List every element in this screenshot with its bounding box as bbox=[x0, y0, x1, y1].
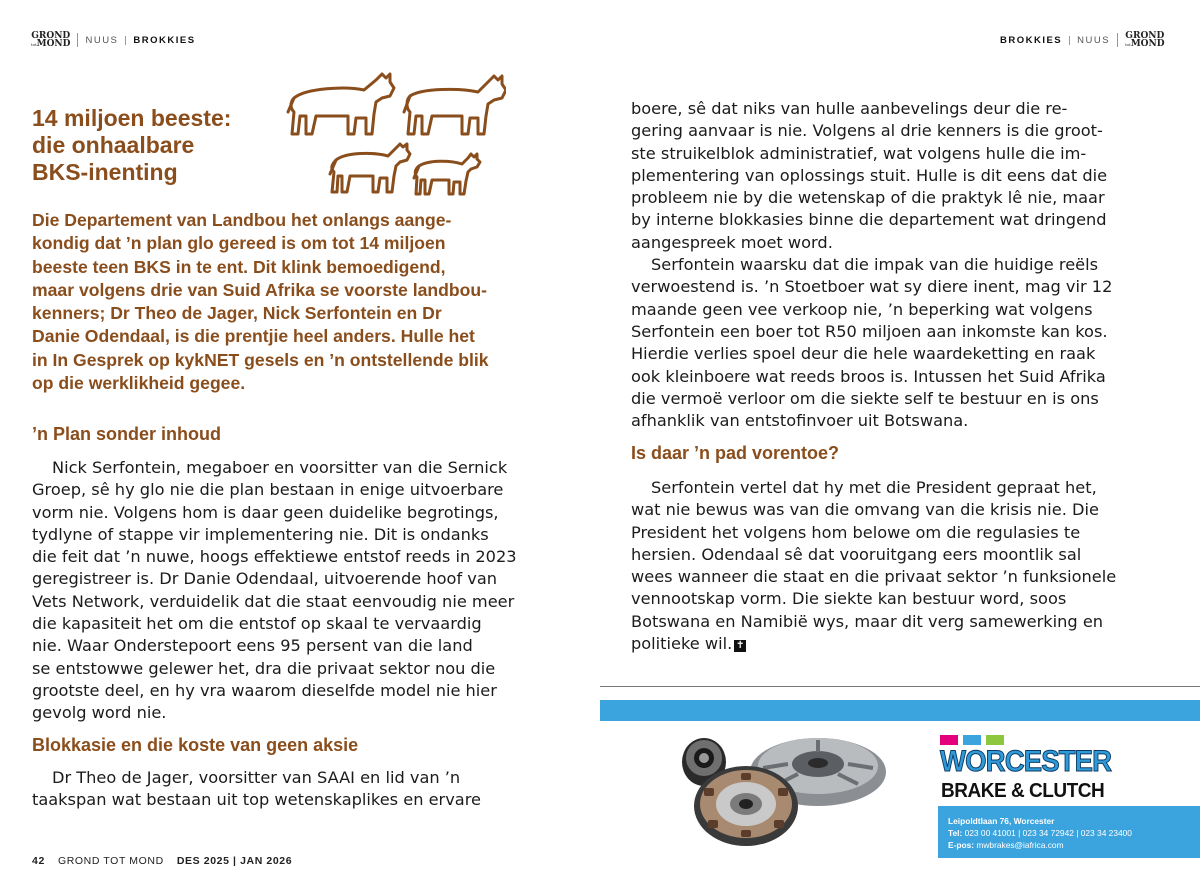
section-body: Serfontein vertel dat hy met die President gepraat het, wat nie bewus was van die omvang van die krisis nie. Die President het volgens hom belowe om die regulasies te hersien. Odendaal sê dat vooruitgang eers moontlik sal wees wanneer die staat en die privaat sektor ’n funksionele vennootskap vorm. Die siekte kan bestuur word, soos Botswana en Namibië wys, maar dit verg samewerking en politieke wil. ✝ bbox=[631, 478, 1117, 654]
end-mark-icon: ✝ bbox=[736, 640, 745, 652]
ad-band bbox=[600, 700, 1200, 721]
footer-magazine: GROND TOT MOND bbox=[57, 855, 164, 867]
header-right bbox=[1000, 30, 1165, 50]
brand-square-magenta bbox=[940, 735, 958, 745]
footer-issue: DES 2025 | JAN 2026 bbox=[176, 855, 293, 867]
header-separator bbox=[1069, 36, 1070, 45]
header-brokkies: BROKKIES bbox=[1000, 34, 1063, 46]
ad-email[interactable]: mwbrakes@iafrica.com bbox=[976, 840, 1064, 850]
header-left bbox=[31, 30, 196, 50]
cow-icon bbox=[330, 144, 410, 192]
page-number: 42 bbox=[32, 855, 45, 867]
section-heading: Is daar ’n pad vorentoe? bbox=[631, 443, 840, 463]
section-heading: Blokkasie en die koste van geen aksie bbox=[32, 735, 359, 755]
ad-phone: 023 00 41001 | 023 34 72942 | 023 34 23400 bbox=[964, 828, 1132, 838]
header-separator bbox=[125, 36, 126, 45]
cattle-illustration bbox=[286, 68, 506, 200]
header-separator bbox=[1117, 33, 1118, 47]
section-body: Nick Serfontein, megaboer en voorsitter van die Sernick Groep, sê hy glo nie die plan bestaan in enige uitvoerbare vorm nie. Volgens hom is daar geen duidelike begrotings, tydlyne of stappe vir implementering nie. Dit is ondanks die feit dat ’n nuwe, hoogs effektiewe entstof reeds in 2023 geregistreer is. Dr Danie Odendaal, uitvoerende hoof van Vets Network, verduidelik dat die staat eenvoudig nie meer die kapasiteit het om die entstof op skaal te vervaardig nie. Waar Onderstepoort eens 95 persent van die land se entstowwe gelewer het, dra die privaat sektor nou die grootste deel, en hy vra waarom dieselfde model nie hier gevolg word nie. bbox=[32, 458, 517, 723]
article-intro: Die Departement van Landbou het onlangs aange- kondig dat ’n plan glo gereed is om tot 14 miljoen beeste teen BKS in te ent. Dit klink bemoedigend, maar volgens drie van Suid Afrika se voorste landbou- kenners; Dr Theo de Jager, Nick Serfontein en Dr Danie Odendaal, is die prentjie heel anders. Hulle het in In Gesprek op kykNET gesels en ’n ontstellende blik op die werklikheid gegee. bbox=[32, 210, 489, 394]
cow-icon bbox=[288, 74, 394, 134]
section-heading: ’n Plan sonder inhoud bbox=[32, 424, 221, 444]
clutch-parts-image bbox=[668, 728, 930, 850]
right-column-body: boere, sê dat niks van hulle aanbevelings deur die re- gering aanvaar is nie. Volgens al drie kenners is die groot- ste struikelblok administratief, wat volgens hulle die im- plementering van oplossings stuit. Hulle is dit eens dat die probleem nie by die wetenskap of die praktyk lê nie, maar by interne blokkasies binne die departement wat dringend aangespreek moet word. Serfontein waarsku dat die impak van die huidige reëls verwoestend is. ’n Stoetboer wat sy diere inent, mag vir 12 maande geen vee verkoop nie, ’n beperking wat volgens Serfontein een boer tot R50 miljoen aan inkomste kan kos. Hierdie verlies spoel deur die hele waardeketting en raak ook kleinboere wat reeds broos is. Intussen het Suid Afrika die vermoë verloor om die siekte self te bestuur en is ons afhanklik van entstofinvoer uit Botswana. bbox=[631, 99, 1113, 431]
ad-contact-box: Leipoldtlaan 76, Worcester Tel: 023 00 41001 | 023 34 72942 | 023 34 23400 E-pos: mwbrakes@iafrica.com bbox=[938, 806, 1200, 858]
header-nuus: NUUS bbox=[85, 34, 119, 46]
header-nuus: NUUS bbox=[1077, 34, 1111, 46]
page-footer bbox=[32, 855, 292, 867]
brand-square-green bbox=[986, 735, 1004, 745]
header-separator bbox=[77, 33, 78, 47]
section-body: Dr Theo de Jager, voorsitter van SAAI en lid van ’n taakspan wat bestaan uit top wetenskaplikes en ervare bbox=[32, 768, 481, 810]
magazine-logo: GROND totMOND bbox=[1125, 30, 1165, 49]
magazine-logo: GROND totMOND bbox=[31, 30, 71, 49]
cow-icon bbox=[404, 76, 506, 134]
brand-name: WORCESTER bbox=[940, 745, 1112, 778]
ad-divider bbox=[600, 686, 1200, 687]
article-title: 14 miljoen beeste: die onhaalbare BKS-inenting bbox=[32, 105, 232, 185]
ad-address: Leipoldtlaan 76, Worcester bbox=[948, 816, 1055, 826]
brand-square-cyan bbox=[963, 735, 981, 745]
cow-icon bbox=[414, 154, 480, 194]
header-brokkies: BROKKIES bbox=[133, 34, 196, 46]
brand-tagline: BRAKE & CLUTCH bbox=[941, 780, 1105, 802]
clutch-disc-icon bbox=[694, 766, 798, 846]
